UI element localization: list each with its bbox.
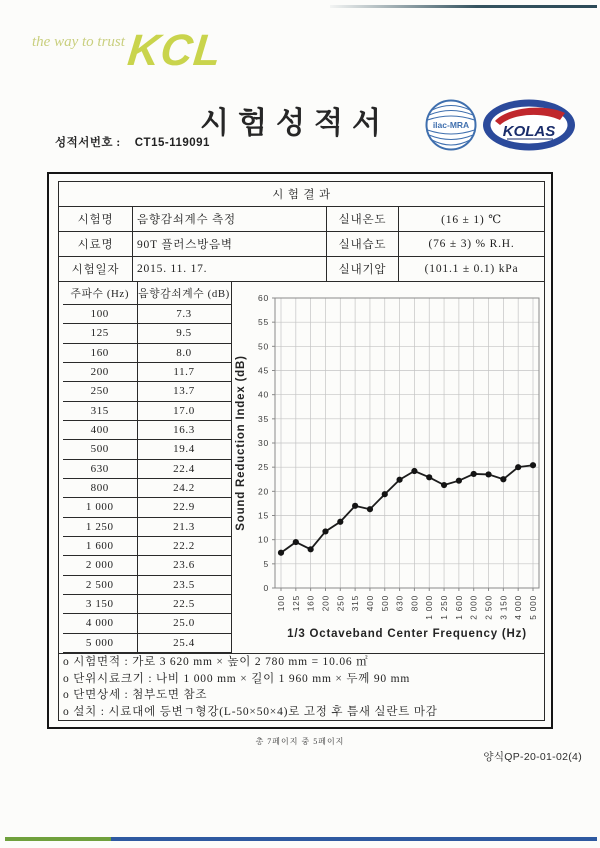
top-decorative-line (330, 5, 597, 8)
frequency-value: 250 (63, 382, 137, 401)
reduction-value: 22.4 (137, 459, 231, 478)
frequency-row (63, 343, 231, 362)
info-value: (76 ± 3) % R.H. (399, 232, 545, 257)
frequency-table (63, 282, 232, 653)
frequency-row (63, 324, 231, 343)
info-label: 시험일자 (59, 257, 133, 282)
info-label: 시험명 (59, 207, 133, 232)
info-label: 시료명 (59, 232, 133, 257)
note-line: o 단면상세 : 첨부도면 참조 (63, 689, 208, 702)
frequency-value: 630 (63, 459, 137, 478)
svg-text:60: 60 (257, 293, 269, 303)
page-title: 시험성적서 (200, 107, 390, 140)
svg-text:50: 50 (257, 341, 269, 352)
frequency-row (63, 382, 231, 401)
svg-text:30: 30 (257, 438, 269, 448)
svg-text:3 150: 3 150 (497, 595, 508, 620)
certification-logos (424, 96, 579, 154)
result-table-body (59, 282, 545, 654)
frequency-value: 160 (63, 343, 137, 362)
svg-text:200: 200 (319, 595, 330, 612)
reduction-value: 19.4 (137, 440, 231, 459)
reduction-value: 22.5 (137, 594, 231, 613)
svg-text:100: 100 (275, 595, 286, 612)
frequency-value: 1 250 (63, 517, 137, 536)
reduction-value: 22.2 (137, 536, 231, 555)
svg-text:45: 45 (257, 365, 269, 376)
reduction-value: 9.5 (137, 324, 231, 343)
reduction-value: 16.3 (137, 420, 231, 439)
svg-text:1 000: 1 000 (423, 595, 434, 620)
reduction-value: 23.5 (137, 575, 231, 594)
reduction-value: 7.3 (137, 305, 231, 324)
svg-text:35: 35 (257, 413, 269, 424)
frequency-value: 315 (63, 401, 137, 420)
page-count-text: 총 7페이지 중 5페이지 (255, 737, 345, 746)
form-number-text: 양식QP-20-01-02(4) (483, 751, 582, 763)
reduction-value: 22.9 (137, 498, 231, 517)
info-value: 90T 플러스방음벽 (133, 232, 327, 257)
reduction-value: 25.4 (137, 633, 231, 652)
svg-text:160: 160 (305, 595, 316, 612)
info-value: (16 ± 1) ℃ (399, 207, 545, 232)
kolas-logo-icon (481, 97, 577, 153)
result-table-caption: 시 험 결 과 (59, 182, 545, 207)
reduction-value: 24.2 (137, 478, 231, 497)
frequency-row (63, 498, 231, 517)
svg-text:4 000: 4 000 (512, 595, 523, 620)
reduction-value: 21.3 (137, 517, 231, 536)
info-row (59, 257, 545, 282)
frequency-row (63, 575, 231, 594)
frequency-value: 4 000 (63, 614, 137, 633)
svg-text:5: 5 (262, 558, 269, 569)
frequency-value: 2 500 (63, 575, 137, 594)
svg-text:400: 400 (364, 595, 375, 612)
frequency-value: 125 (63, 324, 137, 343)
report-number-value: CT15-119091 (134, 137, 210, 149)
info-value: 음향감쇠계수 측정 (133, 207, 327, 232)
frequency-table-header (63, 282, 231, 305)
kolas-logo-text: KOLAS (502, 123, 556, 140)
result-table (58, 181, 545, 721)
note-line: o 시험면적 : 가로 3 620 mm × 높이 2 780 mm = 10.06 ㎡ (63, 656, 369, 668)
svg-text:125: 125 (290, 595, 301, 612)
frequency-value: 200 (63, 362, 137, 381)
reduction-value: 8.0 (137, 343, 231, 362)
report-number (55, 134, 210, 150)
frequency-value: 800 (63, 478, 137, 497)
svg-text:800: 800 (408, 595, 419, 612)
frequency-row (63, 305, 231, 324)
bottom-bar-blue (111, 837, 597, 841)
svg-text:20: 20 (257, 486, 269, 497)
frequency-row (63, 556, 231, 575)
svg-text:15: 15 (257, 510, 269, 521)
svg-text:0: 0 (262, 583, 269, 593)
frequency-row (63, 517, 231, 536)
svg-text:2 500: 2 500 (483, 595, 494, 620)
reduction-value: 13.7 (137, 382, 231, 401)
info-label: 실내기압 (327, 257, 399, 282)
frequency-row (63, 594, 231, 613)
svg-text:315: 315 (349, 595, 360, 612)
reduction-value: 25.0 (137, 614, 231, 633)
note-line: o 단위시료크기 : 나비 1 000 mm × 길이 1 960 mm × 두께 90 mm (63, 672, 411, 685)
frequency-value: 5 000 (63, 633, 137, 652)
frequency-value: 2 000 (63, 556, 137, 575)
info-value: 2015. 11. 17. (133, 257, 327, 282)
frequency-row (63, 401, 231, 420)
reduction-value: 23.6 (137, 556, 231, 575)
frequency-value: 1 000 (63, 498, 137, 517)
sound-reduction-chart (232, 282, 548, 653)
frequency-column-header: 음향감쇠계수 (dB) (137, 282, 231, 305)
frequency-row (63, 420, 231, 439)
result-outer-box (47, 172, 553, 729)
info-label: 실내온도 (327, 207, 399, 232)
svg-text:630: 630 (394, 595, 405, 612)
bottom-bar-green (5, 837, 111, 841)
svg-text:55: 55 (257, 317, 269, 328)
notes-section (59, 654, 545, 721)
svg-text:10: 10 (257, 534, 269, 545)
brand-tagline: the way to trust (32, 34, 125, 50)
frequency-column-header: 주파수 (Hz) (63, 282, 137, 305)
report-number-label: 성적서번호 : (55, 137, 121, 149)
info-row (59, 207, 545, 232)
svg-text:25: 25 (257, 462, 269, 473)
frequency-row (63, 633, 231, 652)
frequency-value: 100 (63, 305, 137, 324)
frequency-row (63, 459, 231, 478)
svg-text:250: 250 (334, 595, 345, 612)
svg-text:500: 500 (379, 595, 390, 612)
note-line: o 설치 : 시료대에 등변ㄱ형강(L-50×50×4)로 고정 후 틈새 실란트 마감 (63, 705, 438, 718)
frequency-row (63, 614, 231, 633)
svg-text:2 000: 2 000 (468, 595, 479, 620)
frequency-value: 3 150 (63, 594, 137, 613)
frequency-value: 1 600 (63, 536, 137, 555)
svg-text:Sound Reduction Index (dB): Sound Reduction Index (dB) (234, 355, 247, 531)
info-row (59, 232, 545, 257)
frequency-value: 400 (63, 420, 137, 439)
ilac-mra-logo-text: ilac-MRA (432, 120, 470, 130)
chart-canvas (232, 282, 548, 653)
svg-text:1/3 Octaveband Center Frequenc: 1/3 Octaveband Center Frequency (Hz) (286, 628, 527, 640)
svg-text:1 600: 1 600 (453, 595, 464, 620)
reduction-value: 17.0 (137, 401, 231, 420)
frequency-row (63, 440, 231, 459)
frequency-row (63, 478, 231, 497)
svg-text:40: 40 (257, 389, 269, 400)
svg-text:5 000: 5 000 (527, 595, 538, 620)
reduction-value: 11.7 (137, 362, 231, 381)
ilac-mra-logo-icon (424, 98, 478, 152)
frequency-row (63, 536, 231, 555)
info-value: (101.1 ± 0.1) kPa (399, 257, 545, 282)
kcl-logo: KCL (125, 26, 225, 75)
frequency-row (63, 362, 231, 381)
svg-text:1 250: 1 250 (438, 595, 449, 620)
frequency-value: 500 (63, 440, 137, 459)
info-label: 실내습도 (327, 232, 399, 257)
